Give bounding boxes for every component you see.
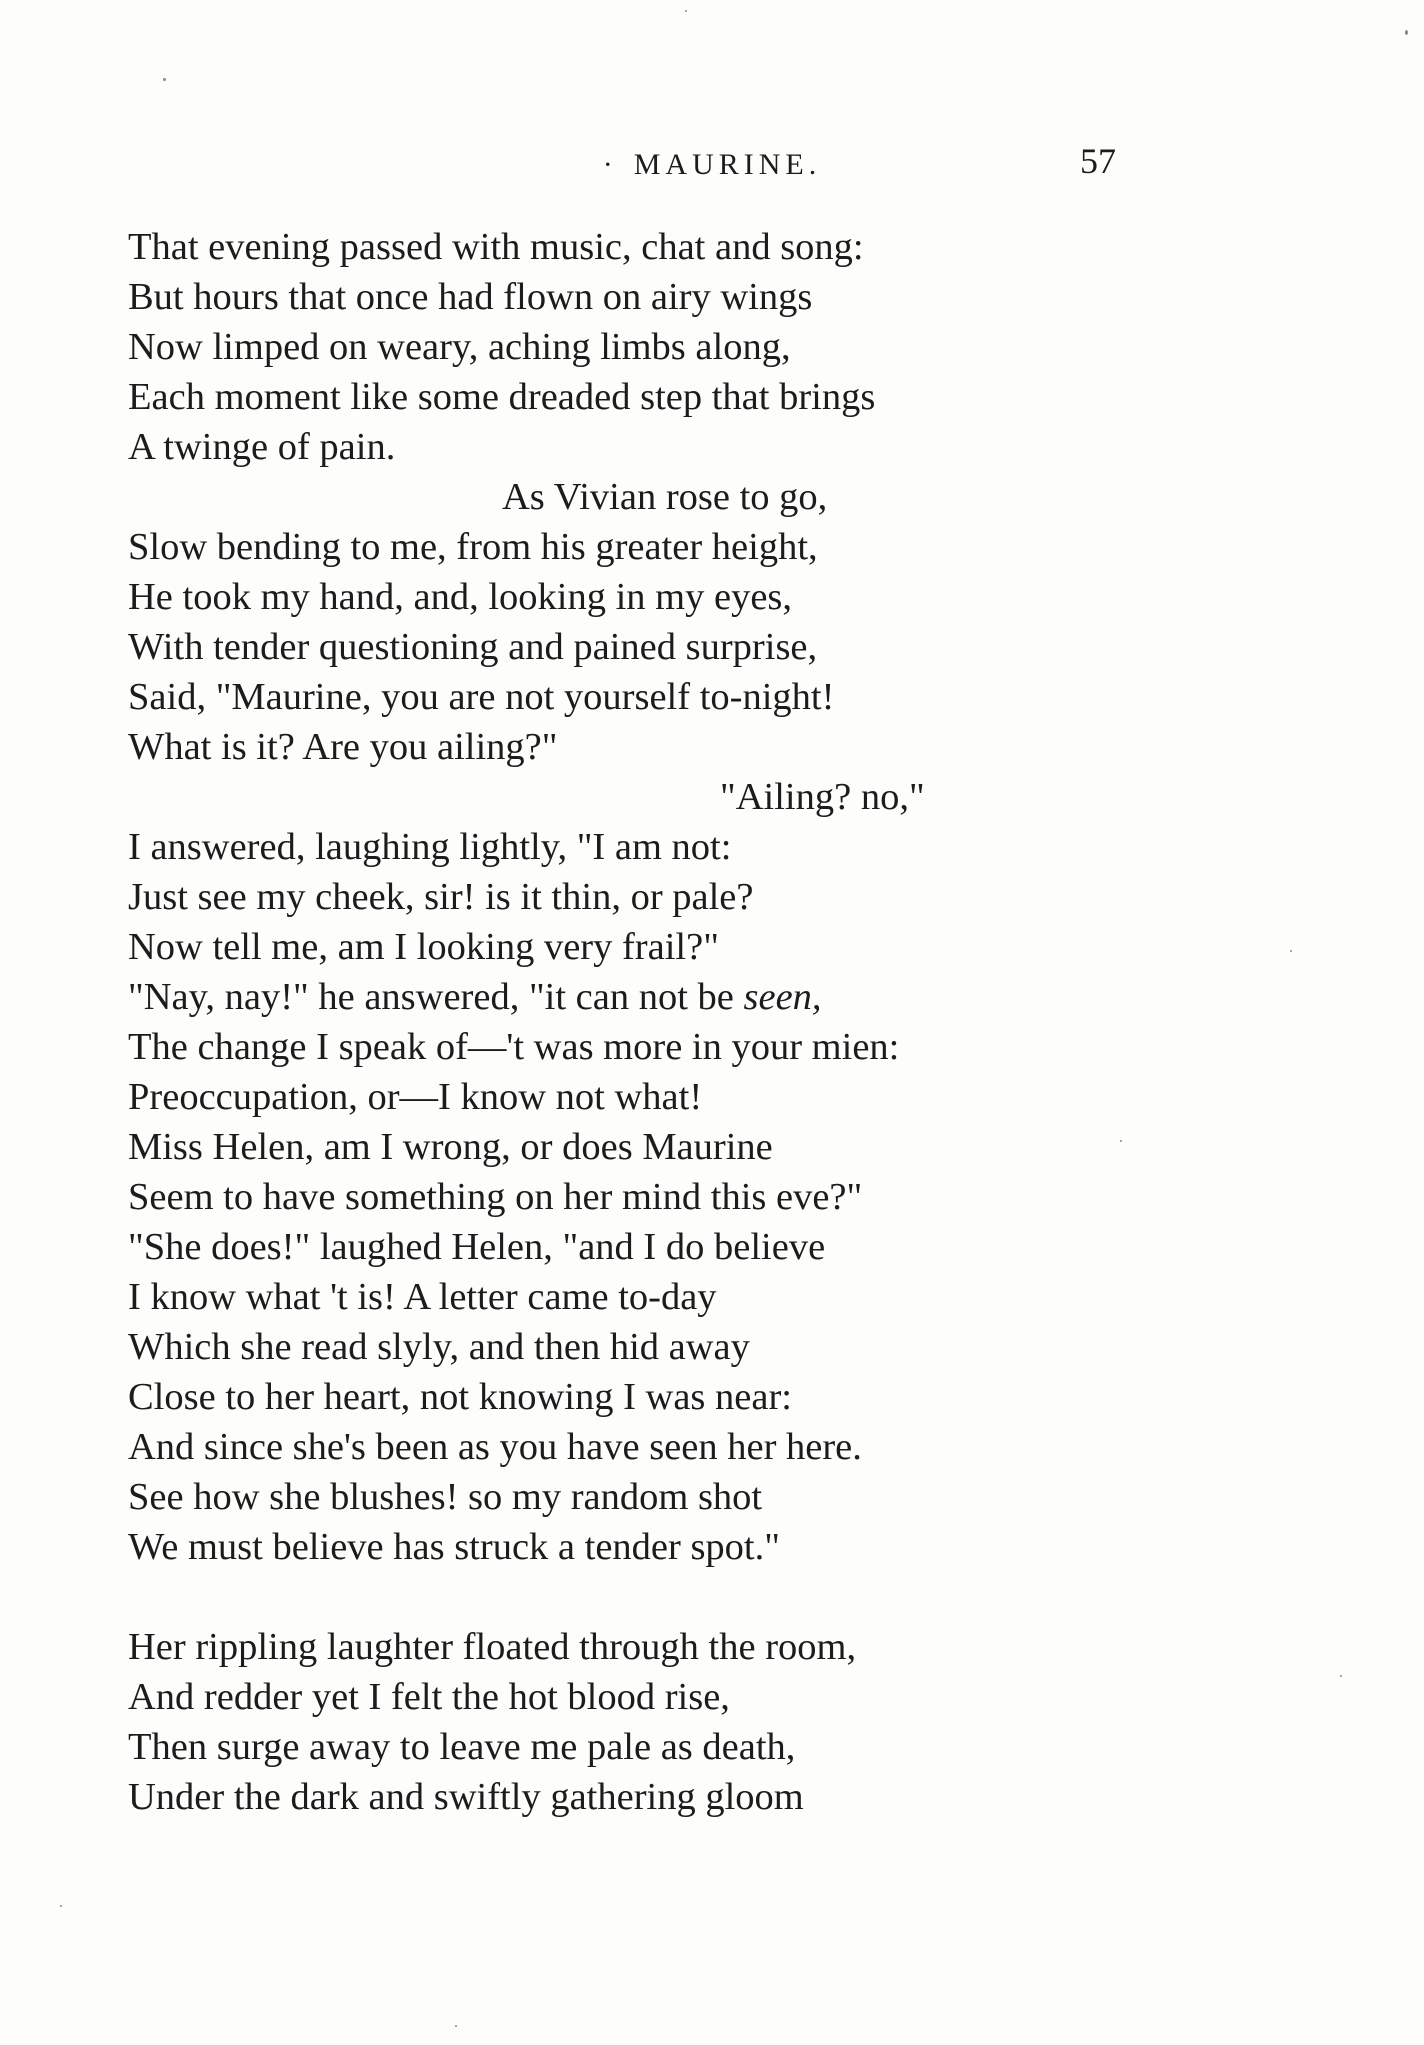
poem-line: Now tell me, am I looking very frail?": [128, 926, 719, 968]
scan-speck: [685, 10, 687, 12]
poem-line: And redder yet I felt the hot blood rise,: [128, 1676, 730, 1718]
poem-line: With tender questioning and pained surprise,: [128, 626, 818, 668]
poem-line: Just see my cheek, sir! is it thin, or pale?: [128, 876, 754, 918]
poem-line-indented: "Ailing? no,": [720, 776, 925, 818]
poem-line: Then surge away to leave me pale as death,: [128, 1726, 796, 1768]
poem-line: We must believe has struck a tender spot.": [128, 1526, 780, 1568]
scan-speck: [1405, 30, 1408, 35]
scan-speck: [455, 2025, 457, 2027]
scan-speck: [1120, 1140, 1122, 1142]
poem-line: Close to her heart, not knowing I was near:: [128, 1376, 792, 1418]
page-number: 57: [1080, 141, 1116, 181]
poem-text: [128, 222, 1308, 1822]
poem-line: I answered, laughing lightly, "I am not:: [128, 826, 732, 868]
poem-line: That evening passed with music, chat and song:: [128, 226, 864, 268]
running-header: [0, 148, 1424, 182]
poem-line: Now limped on weary, aching limbs along,: [128, 326, 791, 368]
poem-line: "Nay, nay!" he answered, "it can not be seen,: [128, 976, 822, 1018]
italic-word: seen,: [743, 976, 822, 1018]
page-header-title: MAURINE.: [633, 148, 822, 181]
poem-line: Her rippling laughter floated through the room,: [128, 1626, 857, 1668]
poem-line: Under the dark and swiftly gathering gloom: [128, 1776, 804, 1818]
poem-line: Said, "Maurine, you are not yourself to-night!: [128, 676, 835, 718]
poem-line: Each moment like some dreaded step that brings: [128, 376, 876, 418]
poem-line-indented: As Vivian rose to go,: [502, 476, 828, 518]
scan-speck: [60, 1905, 62, 1907]
poem-line: Slow bending to me, from his greater height,: [128, 526, 818, 568]
poem-line: See how she blushes! so my random shot: [128, 1476, 763, 1518]
poem-line: Miss Helen, am I wrong, or does Maurine: [128, 1126, 773, 1168]
poem-line: I know what 't is! A letter came to-day: [128, 1276, 717, 1318]
poem-line: But hours that once had flown on airy wings: [128, 276, 813, 318]
header-dot: ·: [602, 148, 618, 181]
poem-line: The change I speak of—'t was more in your mien:: [128, 1026, 900, 1068]
stanza-break: [128, 1572, 1308, 1622]
poem-line: A twinge of pain.: [128, 426, 396, 468]
poem-line: "She does!" laughed Helen, "and I do believe: [128, 1226, 826, 1268]
poem-line: Preoccupation, or—I know not what!: [128, 1076, 703, 1118]
scan-speck: [163, 78, 166, 81]
poem-line: Which she read slyly, and then hid away: [128, 1326, 750, 1368]
poem-line: What is it? Are you ailing?": [128, 726, 558, 768]
poem-line: And since she's been as you have seen her here.: [128, 1426, 862, 1468]
poem-line: Seem to have something on her mind this eve?": [128, 1176, 863, 1218]
scan-speck: [1340, 1675, 1342, 1677]
scan-speck: [1290, 950, 1292, 952]
poem-line: He took my hand, and, looking in my eyes,: [128, 576, 793, 618]
